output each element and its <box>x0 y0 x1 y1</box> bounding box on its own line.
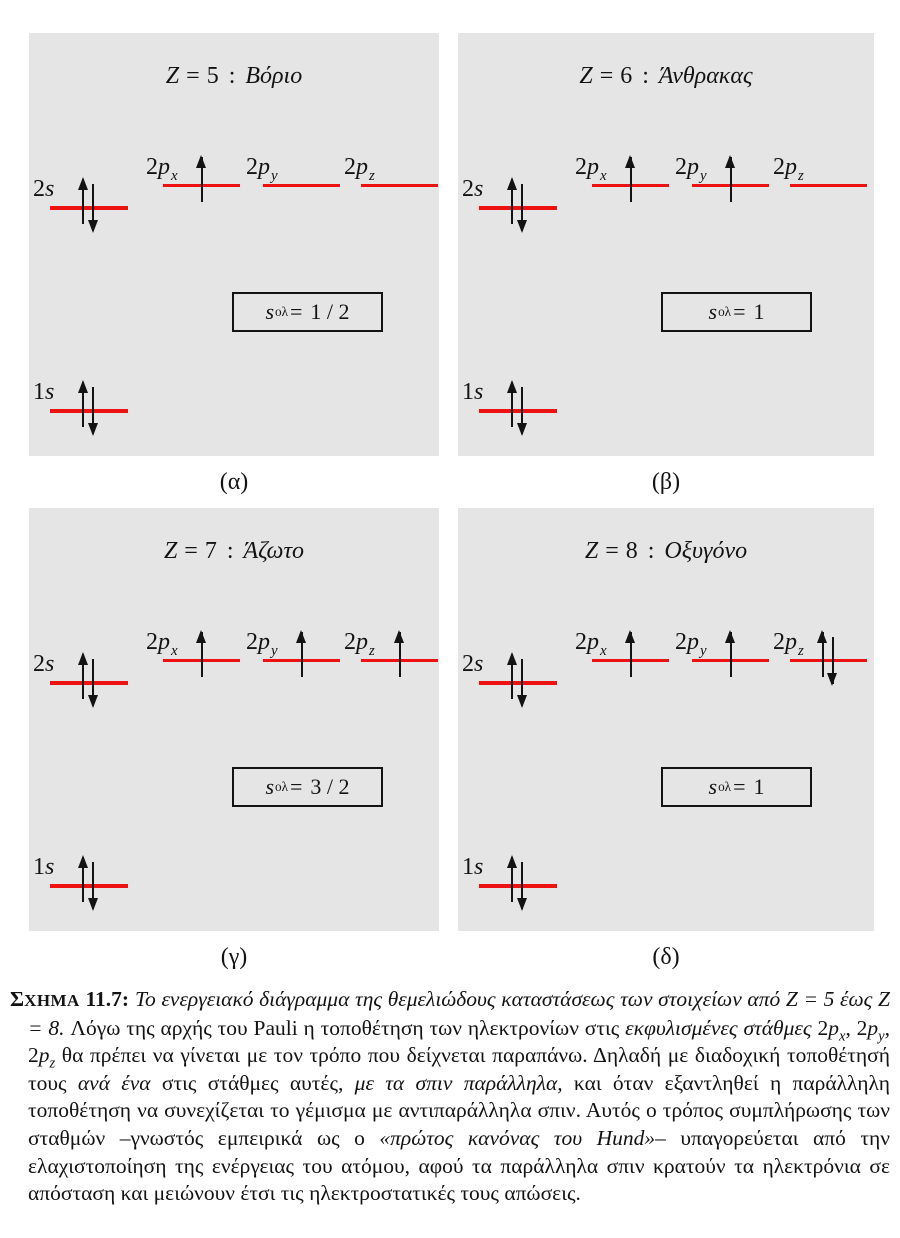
total-spin-box <box>661 292 812 332</box>
orbital-label: $2p_z$ <box>773 154 804 184</box>
energy-level-line <box>479 681 557 685</box>
orbital-label: $2p_y$ <box>675 154 707 184</box>
caption-segment: p <box>828 1015 839 1040</box>
atomic-number-value: 7 <box>204 538 217 564</box>
total-spin-box <box>232 767 383 807</box>
caption-segment: και όταν εξαντληθεί η παράλληλη τοποθέτηση να συνεχίζεται το γέμισμα με αντιπαράλληλα σπιν. Αυτός ο τρόπος συμπλήρωσης των σταθμών –γνωστός εμπειρικά ως ο <box>28 1070 890 1150</box>
diagram-area <box>29 33 439 456</box>
spin-up-arrow <box>630 632 632 677</box>
diagram-area <box>458 33 874 456</box>
caption-segment: , 2 <box>28 1015 891 1068</box>
energy-level-line <box>479 409 557 413</box>
energy-level-line <box>790 659 867 662</box>
spin-up-arrow <box>730 157 732 202</box>
orbital-label: 1s <box>33 379 55 405</box>
spin-down-arrow <box>92 184 94 231</box>
orbital-levels <box>458 508 874 931</box>
total-spin-value: 1 / 2 <box>310 299 350 324</box>
caption-segment: p <box>38 1043 50 1068</box>
energy-level-line <box>50 409 128 413</box>
spin-down-arrow <box>521 862 523 909</box>
caption-segment: θα πρέπει να γίνεται με τον τρόπο που δείχνεται παραπάνω. Δηλαδή με διαδοχική τοποθέτησή τους <box>28 1043 890 1095</box>
figure-label <box>10 987 129 1011</box>
equals-sign: = <box>186 63 200 89</box>
equals-sign: = <box>184 538 198 564</box>
spin-down-arrow <box>521 387 523 434</box>
orbital-label: 1s <box>462 379 484 405</box>
colon: : <box>642 63 649 89</box>
energy-level-panel-1 <box>458 33 874 508</box>
panel-grid <box>29 33 874 983</box>
spin-up-arrow <box>82 654 84 699</box>
spin-symbol: s <box>708 299 718 324</box>
diagram-area <box>458 508 874 931</box>
spin-symbol: s <box>708 774 718 799</box>
caption-segment: στις στάθμες αυτές, <box>150 1070 355 1095</box>
figure-label-initial: Σ <box>10 987 25 1011</box>
spin-up-arrow <box>511 857 513 902</box>
orbital-label: 1s <box>462 854 484 880</box>
caption-segment: , 2 <box>845 1015 868 1040</box>
atomic-number-value: 6 <box>620 63 633 89</box>
orbital-label: $2p_z$ <box>344 154 375 184</box>
spin-down-arrow <box>92 659 94 706</box>
panel-caption: (α) <box>219 468 249 495</box>
orbital-label: $2p_x$ <box>575 154 607 184</box>
caption-segment: ανά ένα <box>77 1070 151 1095</box>
equals-sign: = <box>733 299 746 324</box>
element-name: Οξυγόνο <box>664 538 748 564</box>
atomic-number-symbol: Z <box>165 63 180 89</box>
spin-down-arrow <box>832 637 834 684</box>
energy-level-line <box>479 206 557 210</box>
figure-label-smallcaps: ΧΗΜΑ <box>24 991 80 1010</box>
energy-level-line <box>361 184 438 187</box>
spin-up-arrow <box>82 179 84 224</box>
figure-caption-text <box>28 987 890 1205</box>
spin-symbol: s <box>265 299 274 324</box>
caption-segment: p <box>867 1015 879 1040</box>
caption-segment: «πρώτος κανόνας του Hund» <box>379 1125 656 1150</box>
equals-sign: = <box>599 63 614 89</box>
panel-caption: (δ) <box>652 943 680 970</box>
element-name: Άνθρακας <box>658 63 753 89</box>
energy-level-line <box>50 681 128 685</box>
spin-down-arrow <box>521 659 523 706</box>
spin-up-arrow <box>511 382 513 427</box>
spin-up-arrow <box>201 632 203 677</box>
caption-segment: Το ενεργειακό διάγραμμα της θεμελιώδους καταστάσεως των στοιχείων από <box>135 987 786 1011</box>
orbital-label: 2s <box>33 176 55 202</box>
orbital-label: $2p_y$ <box>246 154 278 184</box>
spin-up-arrow <box>399 632 401 677</box>
atomic-number-symbol: Z <box>579 63 593 89</box>
spin-up-arrow <box>511 179 513 224</box>
spin-down-arrow <box>521 184 523 231</box>
spin-up-arrow <box>82 857 84 902</box>
spin-up-arrow <box>511 654 513 699</box>
caption-segment: – υπαγορεύεται από την ελαχιστοποίηση της ενέργειας του ατόμου, αφού τα παράλληλα σπιν κρατούν τα ηλεκτρόνια σε απόσταση και μειώνουν έτσι τις ηλεκτροστατικές τους απώσεις. <box>28 1125 891 1206</box>
colon: : <box>647 538 655 564</box>
colon: : <box>228 63 236 89</box>
energy-level-panel-3 <box>458 508 874 983</box>
spin-up-arrow <box>201 157 203 202</box>
caption-segment: 2 <box>817 1015 829 1040</box>
spin-up-arrow <box>82 382 84 427</box>
total-spin-value: 1 <box>753 774 765 799</box>
figure-caption <box>10 986 890 1208</box>
spin-symbol: s <box>265 774 274 799</box>
caption-segment: Z = 5 έως Z = 8. <box>28 987 890 1040</box>
caption-segment: με τα σπιν παράλληλα, <box>354 1070 563 1095</box>
energy-level-line <box>790 184 867 187</box>
atomic-number-symbol: Z <box>163 538 178 564</box>
energy-level-line <box>263 184 340 187</box>
equals-sign: = <box>733 774 746 799</box>
caption-segment: εκφυλισμένες στάθμες <box>625 1015 818 1040</box>
caption-segment: Λόγω της αρχής του Pauli η τοποθέτηση των ηλεκτρονίων στις <box>64 1015 626 1040</box>
panel-caption: (γ) <box>220 943 248 970</box>
equals-sign: = <box>290 299 303 324</box>
orbital-levels <box>29 33 439 456</box>
atomic-number-value: 8 <box>625 538 638 564</box>
atomic-number-symbol: Z <box>584 538 599 564</box>
total-spin-box <box>232 292 383 332</box>
spin-symbol-subscript: ολ <box>718 304 732 319</box>
orbital-label: 2s <box>33 651 55 677</box>
energy-level-line <box>50 884 128 888</box>
orbital-label: 1s <box>33 854 55 880</box>
energy-level-line <box>479 884 557 888</box>
equals-sign: = <box>290 774 303 799</box>
orbital-label: $2p_y$ <box>246 629 278 659</box>
orbital-label: $2p_x$ <box>146 629 178 659</box>
spin-symbol-subscript: ολ <box>718 779 732 794</box>
energy-level-line <box>50 206 128 210</box>
spin-up-arrow <box>630 157 632 202</box>
energy-level-panel-0 <box>29 33 439 508</box>
total-spin-value: 1 <box>753 299 765 324</box>
equals-sign: = <box>605 538 619 564</box>
spin-symbol-subscript: ολ <box>275 304 288 319</box>
colon: : <box>226 538 234 564</box>
spin-symbol-subscript: ολ <box>275 779 288 794</box>
spin-up-arrow <box>730 632 732 677</box>
total-spin-box <box>661 767 812 807</box>
orbital-label: 2s <box>462 651 484 677</box>
element-name: Βόριο <box>245 63 303 89</box>
caption-segment: x <box>838 1027 846 1044</box>
element-name: Άζωτο <box>243 538 305 564</box>
spin-down-arrow <box>92 862 94 909</box>
caption-segment: z <box>49 1055 56 1072</box>
orbital-label: 2s <box>462 176 484 202</box>
caption-segment: y <box>878 1027 885 1044</box>
diagram-area <box>29 508 439 931</box>
spin-up-arrow <box>301 632 303 677</box>
atomic-number-value: 5 <box>206 63 219 89</box>
energy-level-panel-2 <box>29 508 439 983</box>
orbital-label: $2p_x$ <box>146 154 178 184</box>
orbital-label: $2p_z$ <box>344 629 375 659</box>
orbital-label: $2p_z$ <box>773 629 804 659</box>
orbital-label: $2p_y$ <box>675 629 707 659</box>
spin-up-arrow <box>822 632 824 677</box>
spin-down-arrow <box>92 387 94 434</box>
orbital-levels <box>458 33 874 456</box>
total-spin-value: 3 / 2 <box>310 774 350 799</box>
orbital-label: $2p_x$ <box>575 629 607 659</box>
figure-number: 11.7: <box>79 987 130 1011</box>
orbital-levels <box>29 508 439 931</box>
panel-caption: (β) <box>651 468 681 495</box>
